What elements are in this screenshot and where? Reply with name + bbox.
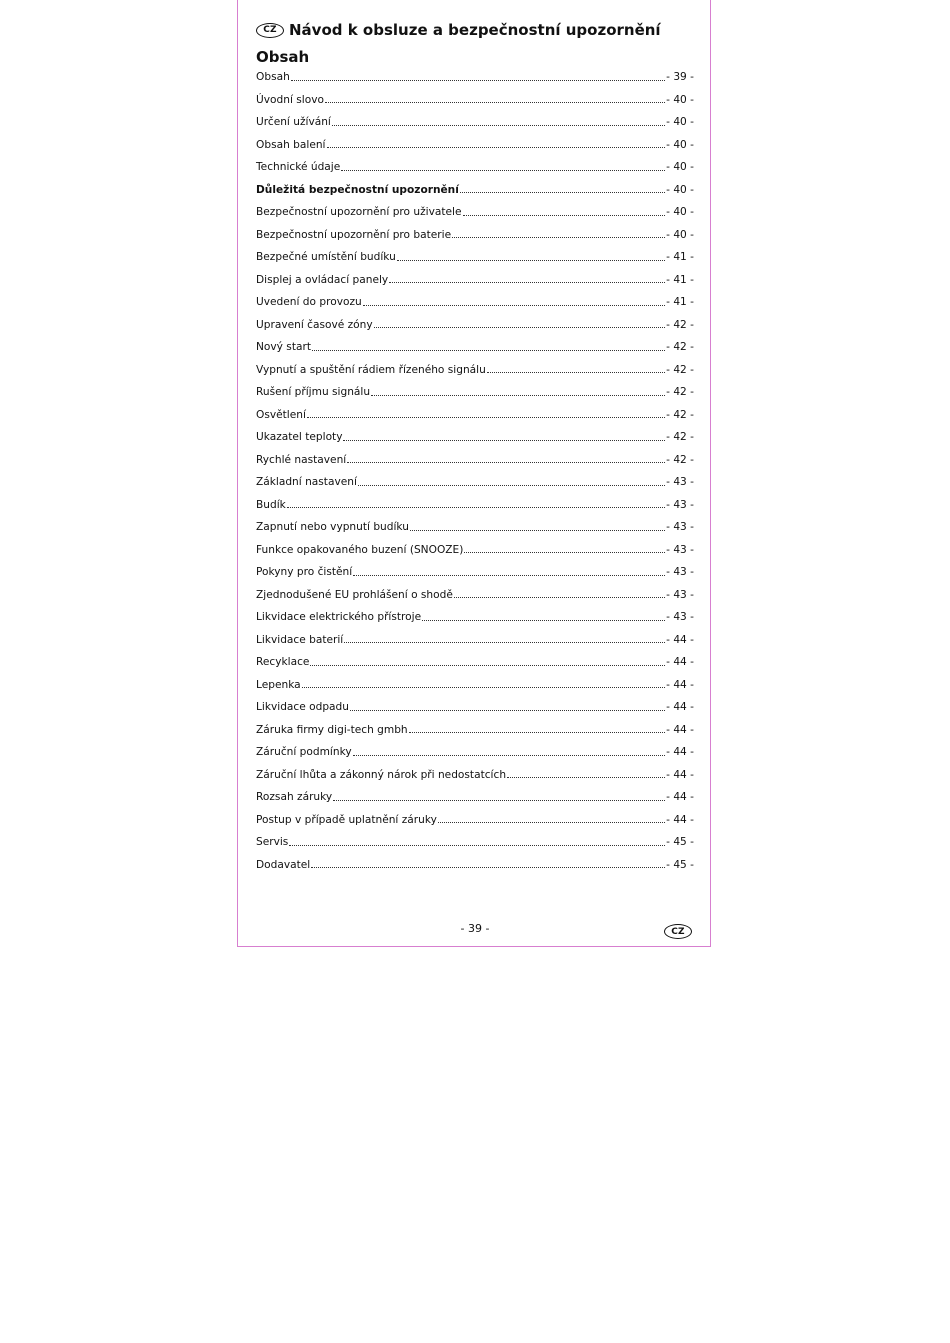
toc-entry[interactable] <box>256 494 694 517</box>
dot-leader <box>374 327 665 328</box>
dot-leader <box>363 305 665 306</box>
dot-leader <box>325 102 665 103</box>
toc-entry[interactable] <box>256 584 694 607</box>
toc-entry-page: - 43 - <box>666 566 694 579</box>
toc-entry-title: Uvedení do provozu <box>256 296 362 309</box>
toc-entry-title: Záruka firmy digi-tech gmbh <box>256 723 408 736</box>
toc-entry-page: - 41 - <box>666 251 694 264</box>
toc-entry[interactable] <box>256 831 694 854</box>
toc-entry[interactable] <box>256 741 694 764</box>
toc-entry-title: Záruční podmínky <box>256 746 352 759</box>
toc-entry-page: - 44 - <box>666 746 694 759</box>
toc-entry[interactable] <box>256 291 694 314</box>
dot-leader <box>353 755 666 756</box>
toc-entry-title: Likvidace odpadu <box>256 701 349 714</box>
toc-entry-title: Dodavatel <box>256 858 311 871</box>
dot-leader <box>333 800 665 801</box>
dot-leader <box>389 282 665 283</box>
toc-entry-title: Likvidace elektrického přístroje <box>256 611 422 624</box>
dot-leader <box>353 575 665 576</box>
language-badge-cz: CZ <box>256 23 284 38</box>
dot-leader <box>358 485 665 486</box>
toc-entry-title: Ukazatel teploty <box>256 431 343 444</box>
toc-entry[interactable] <box>256 606 694 629</box>
toc-entry-title: Vypnutí a spuštění rádiem řízeného signálu <box>256 363 486 376</box>
toc-entry-page: - 40 - <box>666 161 694 174</box>
toc-entry-title: Určení užívání <box>256 116 331 129</box>
toc-entry[interactable] <box>256 674 694 697</box>
toc-entry-title: Technické údaje <box>256 161 341 174</box>
toc-entry[interactable] <box>256 516 694 539</box>
toc-entry[interactable] <box>256 786 694 809</box>
toc-entry-title: Nový start <box>256 341 311 354</box>
toc-entry-page: - 42 - <box>666 363 694 376</box>
toc-entry-page: - 40 - <box>666 183 694 196</box>
toc-entry[interactable] <box>256 111 694 134</box>
dot-leader <box>487 372 665 373</box>
toc-entry-title: Rušení příjmu signálu <box>256 386 371 399</box>
dot-leader <box>463 215 666 216</box>
toc-entry-page: - 44 - <box>666 656 694 669</box>
toc-entry-title: Budík <box>256 498 286 511</box>
toc-entry-title: Úvodní slovo <box>256 93 324 106</box>
toc-entry[interactable] <box>256 651 694 674</box>
toc-entry-page: - 42 - <box>666 408 694 421</box>
dot-leader <box>410 530 665 531</box>
dot-leader <box>307 417 665 418</box>
toc-entry-page: - 43 - <box>666 521 694 534</box>
toc-entry-page: - 42 - <box>666 318 694 331</box>
dot-leader <box>344 642 665 643</box>
toc-entry-title: Pokyny pro čistění <box>256 566 353 579</box>
toc-entry-title: Obsah balení <box>256 138 326 151</box>
toc-entry-page: - 44 - <box>666 791 694 804</box>
toc-entry[interactable] <box>256 89 694 112</box>
footer-language-badge-cz: CZ <box>664 924 692 939</box>
dot-leader <box>507 777 665 778</box>
toc-entry-title: Záruční lhůta a zákonný nárok při nedostatcích <box>256 768 507 781</box>
toc-entry-title: Lepenka <box>256 678 301 691</box>
toc-entry-page: - 41 - <box>666 296 694 309</box>
dot-leader <box>438 822 665 823</box>
toc-entry-page: - 45 - <box>666 836 694 849</box>
toc-entry[interactable] <box>256 404 694 427</box>
toc-entry[interactable] <box>256 381 694 404</box>
dot-leader <box>341 170 665 171</box>
toc-entry[interactable] <box>256 359 694 382</box>
toc-entry-title: Zjednodušené EU prohlášení o shodě <box>256 588 453 601</box>
toc-entry-page: - 40 - <box>666 138 694 151</box>
dot-leader <box>454 597 665 598</box>
toc-entry-title: Bezpečnostní upozornění pro uživatele <box>256 206 462 219</box>
toc-entry-page: - 42 - <box>666 341 694 354</box>
dot-leader <box>347 462 665 463</box>
toc-entry[interactable] <box>256 449 694 472</box>
dot-leader <box>371 395 665 396</box>
toc-entry[interactable] <box>256 314 694 337</box>
toc-entry-page: - 43 - <box>666 611 694 624</box>
toc-entry-page: - 44 - <box>666 678 694 691</box>
toc-entry-page: - 44 - <box>666 633 694 646</box>
toc-entry-page: - 44 - <box>666 768 694 781</box>
toc-entry[interactable] <box>256 224 694 247</box>
toc-entry[interactable] <box>256 854 694 877</box>
toc-entry-title: Obsah <box>256 71 290 84</box>
toc-entry[interactable] <box>256 561 694 584</box>
footer-page-number: - 39 - <box>460 922 490 935</box>
dot-leader <box>409 732 665 733</box>
dot-leader <box>289 845 665 846</box>
dot-leader <box>452 237 665 238</box>
toc-entry-page: - 40 - <box>666 228 694 241</box>
toc-entry[interactable] <box>256 809 694 832</box>
toc-entry-page: - 45 - <box>666 858 694 871</box>
toc-entry-page: - 42 - <box>666 386 694 399</box>
toc-entry-title: Recyklace <box>256 656 310 669</box>
toc-entry-page: - 40 - <box>666 206 694 219</box>
table-of-contents <box>256 66 694 876</box>
dot-leader <box>291 80 665 81</box>
toc-entry[interactable] <box>256 719 694 742</box>
document-header <box>256 18 706 42</box>
dot-leader <box>422 620 665 621</box>
toc-entry[interactable] <box>256 629 694 652</box>
toc-entry-page: - 42 - <box>666 431 694 444</box>
toc-entry-title: Postup v případě uplatnění záruky <box>256 813 437 826</box>
toc-entry-title: Rychlé nastavení <box>256 453 347 466</box>
toc-entry-page: - 44 - <box>666 723 694 736</box>
toc-entry-title: Servis <box>256 836 289 849</box>
dot-leader <box>311 867 665 868</box>
toc-entry-title: Displej a ovládací panely <box>256 273 389 286</box>
toc-entry[interactable] <box>256 696 694 719</box>
toc-entry-title: Upravení časové zóny <box>256 318 373 331</box>
toc-entry[interactable] <box>256 764 694 787</box>
toc-entry[interactable] <box>256 336 694 359</box>
toc-entry-title: Bezpečnostní upozornění pro baterie <box>256 228 452 241</box>
toc-entry-title: Zapnutí nebo vypnutí budíku <box>256 521 409 534</box>
dot-leader <box>397 260 665 261</box>
toc-entry-page: - 42 - <box>666 453 694 466</box>
contents-heading: Obsah <box>256 48 310 66</box>
toc-entry[interactable] <box>256 539 694 562</box>
dot-leader <box>310 665 665 666</box>
toc-entry-page: - 43 - <box>666 498 694 511</box>
toc-entry[interactable] <box>256 426 694 449</box>
toc-entry[interactable] <box>256 179 694 202</box>
toc-entry-page: - 43 - <box>666 543 694 556</box>
dot-leader <box>350 710 665 711</box>
toc-entry[interactable] <box>256 156 694 179</box>
dot-leader <box>464 552 665 553</box>
dot-leader <box>312 350 665 351</box>
document-title: Návod k obsluze a bezpečnostní upozornění <box>289 21 661 39</box>
dot-leader <box>327 147 666 148</box>
toc-entry-page: - 39 - <box>666 71 694 84</box>
toc-entry[interactable] <box>256 66 694 89</box>
toc-entry[interactable] <box>256 471 694 494</box>
toc-entry-title: Rozsah záruky <box>256 791 333 804</box>
toc-entry[interactable] <box>256 201 694 224</box>
toc-entry-title: Funkce opakovaného buzení (SNOOZE) <box>256 543 464 556</box>
dot-leader <box>287 507 665 508</box>
toc-entry-page: - 41 - <box>666 273 694 286</box>
toc-entry[interactable] <box>256 269 694 292</box>
dot-leader <box>332 125 665 126</box>
dot-leader <box>460 192 665 193</box>
toc-entry-title: Likvidace baterií <box>256 633 344 646</box>
toc-entry-page: - 40 - <box>666 93 694 106</box>
dot-leader <box>343 440 665 441</box>
toc-entry-page: - 40 - <box>666 116 694 129</box>
toc-entry-title: Důležitá bezpečnostní upozornění <box>256 183 459 196</box>
toc-entry-page: - 43 - <box>666 476 694 489</box>
toc-entry-title: Osvětlení <box>256 408 306 421</box>
toc-entry-title: Bezpečné umístění budíku <box>256 251 396 264</box>
toc-entry-title: Základní nastavení <box>256 476 357 489</box>
toc-entry-page: - 44 - <box>666 701 694 714</box>
toc-entry[interactable] <box>256 246 694 269</box>
toc-entry[interactable] <box>256 134 694 157</box>
toc-entry-page: - 43 - <box>666 588 694 601</box>
toc-entry-page: - 44 - <box>666 813 694 826</box>
dot-leader <box>302 687 665 688</box>
